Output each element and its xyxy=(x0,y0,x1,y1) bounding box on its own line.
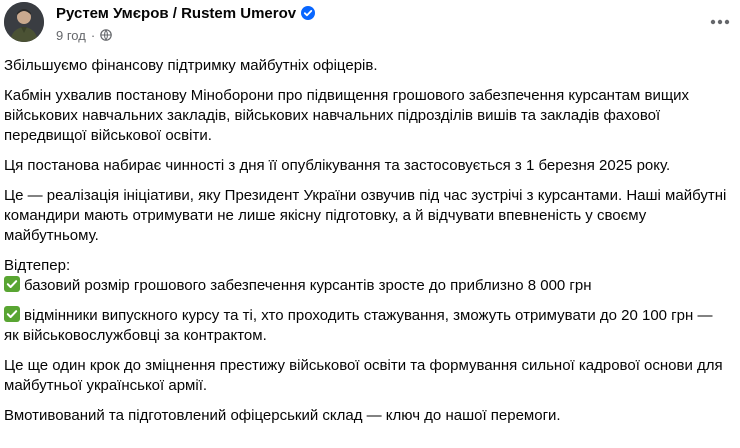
globe-icon[interactable] xyxy=(100,29,112,41)
more-options-icon[interactable] xyxy=(708,12,732,32)
list-intro: Відтепер: xyxy=(4,257,71,274)
post-header xyxy=(4,2,736,46)
list-item xyxy=(4,276,730,296)
meta-separator: · xyxy=(90,27,96,43)
list-item-text: базовий розмір грошового забезпечення курсантів зросте до приблизно 8 000 грн xyxy=(24,277,592,294)
post-timestamp[interactable]: 9 год xyxy=(56,27,86,43)
check-mark-icon xyxy=(4,306,20,322)
post-paragraph: Вмотивований та підготовлений офіцерський склад — ключ до нашої перемоги. xyxy=(4,407,561,424)
post-body xyxy=(4,56,730,436)
post-paragraph: Ця постанова набирає чинності з дня її опублікування та застосовується з 1 березня 2025 року. xyxy=(4,157,671,174)
author-name[interactable]: Рустем Умєров / Rustem Umerov xyxy=(56,4,297,22)
post-paragraph: Кабмін ухвалив постанову Міноборони про підвищення грошового забезпечення курсантам вищих військових навчальних закладів, військових навчальних підрозділів вишів та закладів фахової передвищої військової освіти. xyxy=(4,87,690,144)
list-item xyxy=(4,306,730,346)
check-mark-icon xyxy=(4,276,20,292)
list-item-text: відмінники випускного курсу та ті, хто проходить стажування, зможуть отримувати до 20 100 грн — як військовослужбовці за контрактом. xyxy=(4,307,713,344)
verified-badge-icon xyxy=(301,6,315,20)
post-paragraph: Це — реалізація ініціативи, яку Президент України озвучив під час зустрічі з курсантами. Наші майбутні командири мають отримувати не лише якісну підготовку, а й відчувати впевненість у своєму майбутньому. xyxy=(4,187,727,244)
post-paragraph: Збільшуємо фінансову підтримку майбутніх офіцерів. xyxy=(4,57,378,74)
post-paragraph: Це ще один крок до зміцнення престижу військової освіти та формування сильної кадрової основи для майбутньої української армії. xyxy=(4,357,723,394)
avatar[interactable] xyxy=(4,2,44,42)
